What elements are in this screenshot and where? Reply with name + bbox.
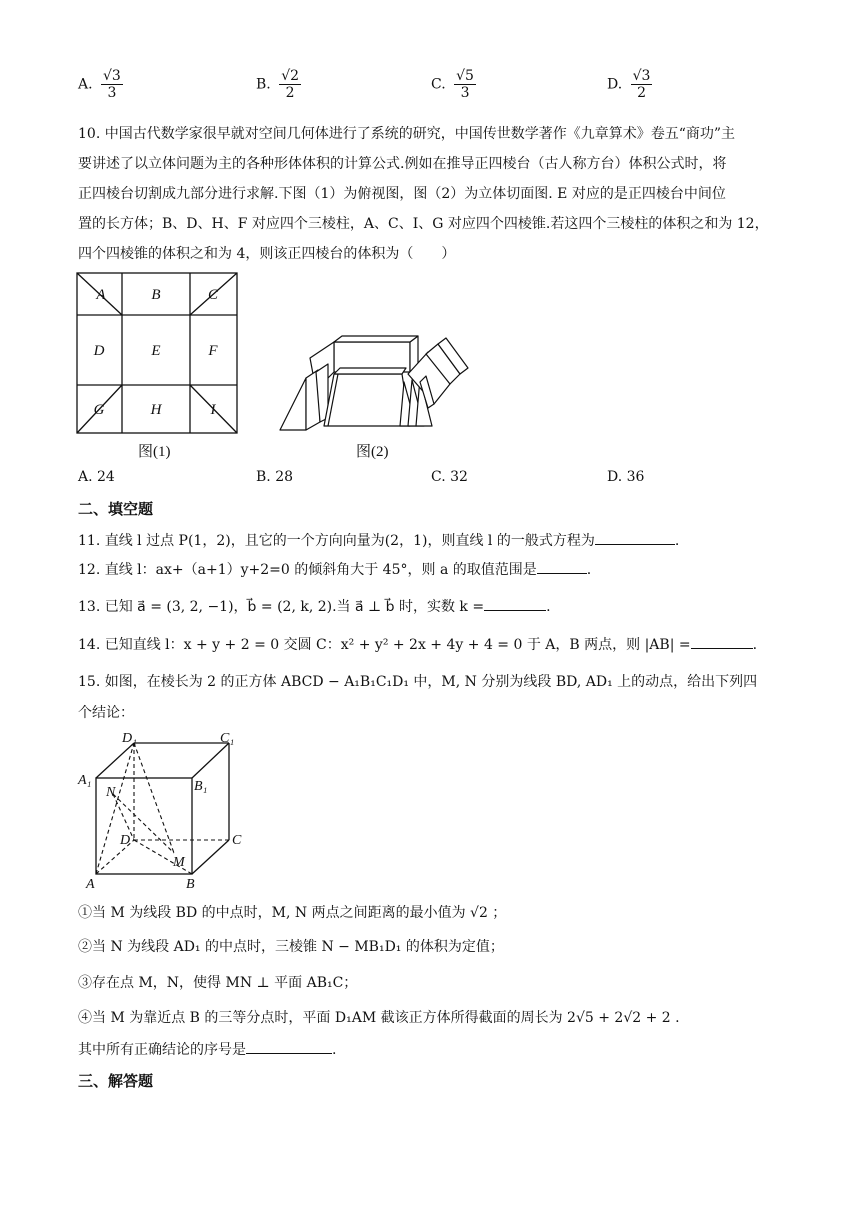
figure-2-solid — [276, 330, 476, 440]
q15-statement-1: ①当 M 为线段 BD 的中点时，M, N 两点之间距离的最小值为 √2 ； — [78, 905, 507, 921]
grid-label-g: G — [93, 402, 105, 418]
q11-blank[interactable] — [595, 530, 675, 545]
q10-line-3: 正四棱台切割成九部分进行求解.下图（1）为俯视图，图（2）为立体切面图. E 对应的是正四棱台中间位 — [78, 186, 726, 202]
grid-label-h: H — [150, 402, 162, 418]
q10-line-1: 10. 中国古代数学家很早就对空间几何体进行了系统的研究，中国传世数学著作《九章算术》卷五“商功”主 — [78, 126, 736, 142]
q15-statement-4: ④当 M 为靠近点 B 的三等分点时，平面 D₁AM 截该正方体所得截面的周长为 2√5 + 2√2 + 2 . — [78, 1010, 680, 1026]
q15-line-1: 15. 如图，在棱长为 2 的正方体 ABCD − A₁B₁C₁D₁ 中，M, N 分别为线段 BD, AD₁ 上的动点，给出下列四 — [78, 674, 758, 690]
q9-option-b-num: √2 — [281, 68, 300, 84]
figure-1-grid — [74, 270, 240, 436]
cube-label-c1: C₁ — [220, 731, 235, 746]
q13-text: 13. 已知 a⃗ = (3, 2, −1)，b⃗ = (2, k, 2).当 a⃗ ⊥ b⃗ 时，实数 k = — [78, 599, 485, 615]
q14-text: 14. 已知直线 l：x + y + 2 = 0 交圆 C：x² + y² + 2x + 4y + 4 = 0 于 A，B 两点，则 |AB| = — [78, 637, 691, 653]
q15-statement-3: ③存在点 M，N，使得 MN ⊥ 平面 AB₁C； — [78, 975, 358, 991]
q15-blank[interactable] — [246, 1039, 332, 1054]
q11-text: 11. 直线 l 过点 P(1，2)，且它的一个方向向量为(2，1)，则直线 l 的一般式方程为 — [78, 533, 595, 549]
q9-option-a-num: √3 — [103, 68, 121, 84]
section-2-title: 二、填空题 — [78, 500, 154, 518]
q15-final: 其中所有正确结论的序号是 . — [78, 1039, 336, 1061]
q10-line-5: 四个四棱锥的体积之和为 4，则该正四棱台的体积为（ ） — [78, 246, 456, 262]
cube-label-a: A — [86, 877, 95, 892]
cube-label-d1: D₁ — [122, 731, 137, 746]
cube-figure — [74, 728, 254, 894]
q9-option-c: C. $\frac{√5}{3}$ — [431, 68, 474, 101]
cube-label-a1: A₁ — [78, 773, 92, 788]
q15-statement-2: ②当 N 为线段 AD₁ 的中点时，三棱锥 N − MB₁D₁ 的体积为定值； — [78, 939, 504, 955]
q10-option-d: D. 36 — [607, 469, 645, 485]
figure-2-caption: 图(2) — [356, 444, 389, 460]
q12-text: 12. 直线 l：ax+（a+1）y+2=0 的倾斜角大于 45°，则 a 的取值范围是 — [78, 562, 537, 578]
q9-option-a-den: 3 — [107, 85, 117, 101]
q10-line-2: 要讲述了以立体问题为主的各种形体体积的计算公式.例如在推导正四棱台（古人称方台）体积公式时，将 — [78, 156, 727, 172]
cube-label-d: D — [120, 833, 131, 848]
q9-option-d-num: √3 — [632, 68, 651, 84]
grid-label-f: F — [208, 343, 218, 359]
section-3-title: 三、解答题 — [78, 1072, 154, 1090]
q14-blank[interactable] — [691, 634, 753, 649]
q11: 11. 直线 l 过点 P(1，2)，且它的一个方向向量为(2，1)，则直线 l 的一般式方程为 . — [78, 530, 679, 552]
grid-label-a: A — [96, 287, 106, 303]
cube-label-n: N — [106, 785, 116, 800]
q10-line-4: 置的长方体；B、D、H、F 对应四个三棱柱，A、C、I、G 对应四个四棱锥.若这四个三棱柱的体积之和为 12， — [78, 216, 769, 232]
q9-option-a: A. $\frac{√3}{3}$ — [78, 68, 121, 101]
q15-line-2: 个结论： — [78, 705, 134, 721]
q10-option-c: C. 32 — [431, 469, 468, 485]
figure-1-caption: 图(1) — [138, 444, 171, 460]
q13: 13. 已知 a⃗ = (3, 2, −1)，b⃗ = (2, k, 2).当 a⃗ ⊥ b⃗ 时，实数 k = . — [78, 596, 551, 618]
cube-label-b: B — [186, 877, 195, 892]
q12-blank[interactable] — [537, 559, 587, 574]
q14: 14. 已知直线 l：x + y + 2 = 0 交圆 C：x² + y² + 2x + 4y + 4 = 0 于 A，B 两点，则 |AB| = . — [78, 634, 757, 656]
grid-label-c: C — [207, 287, 219, 303]
grid-label-i: I — [210, 402, 216, 418]
q9-option-d: D. $\frac{√3}{2}$ — [607, 68, 651, 101]
q15-final-text: 其中所有正确结论的序号是 — [78, 1042, 246, 1058]
cube-label-c: C — [232, 833, 242, 848]
q9-option-b-den: 2 — [285, 85, 295, 101]
cube-label-m: M — [173, 855, 185, 870]
grid-label-e: E — [151, 343, 161, 359]
q12: 12. 直线 l：ax+（a+1）y+2=0 的倾斜角大于 45°，则 a 的取值范围是 . — [78, 559, 591, 581]
grid-label-d: D — [93, 343, 105, 359]
q9-option-c-den: 3 — [460, 85, 470, 101]
q9-option-b: B. $\frac{√2}{2}$ — [256, 68, 300, 101]
cube-label-b1: B₁ — [194, 779, 208, 794]
grid-label-b: B — [151, 287, 161, 303]
q13-blank[interactable] — [484, 596, 546, 611]
q10-option-a: A. 24 — [78, 469, 115, 485]
q9-option-d-den: 2 — [637, 85, 647, 101]
q9-option-c-num: √5 — [456, 68, 474, 84]
q10-option-b: B. 28 — [256, 469, 294, 485]
